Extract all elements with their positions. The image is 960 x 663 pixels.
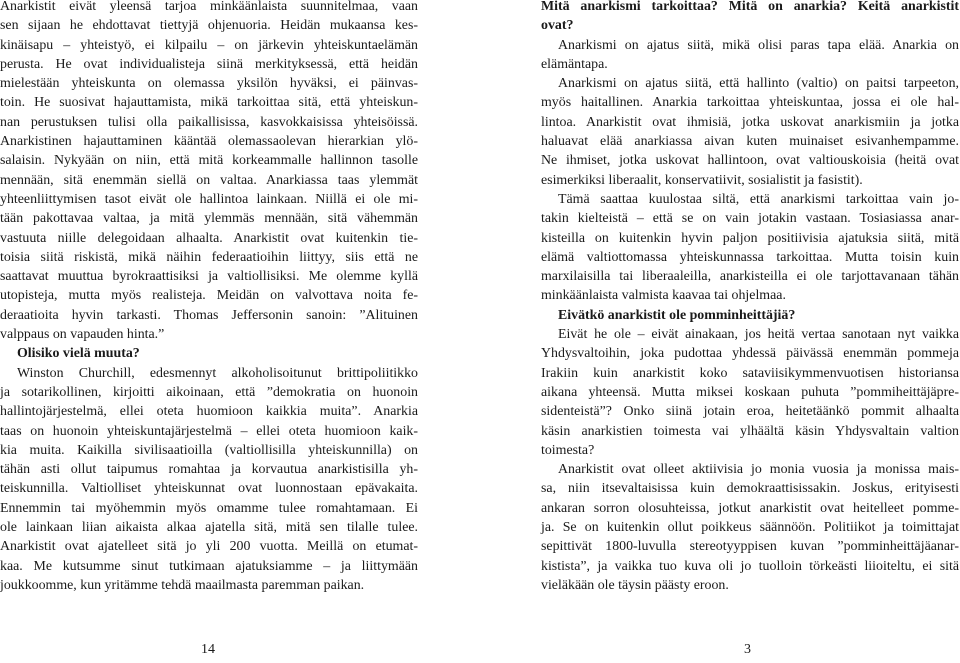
text-line: utopisteja, mutta myös realisteja. Meidän on valvottava noita fe- — [0, 288, 418, 304]
text-line: Anarkistit ovat ajatelleet sitä jo yli 200 vuotta. Meillä on etumat- — [0, 539, 418, 555]
text-line: aikana yhteensä. Mutta miksei koskaan puhuta ”pommiheittäjäpre- — [541, 384, 959, 400]
text-line: myös haitallinen. Anarkia tarkoittaa yhteiskuntaa, jossa ei ole hal- — [541, 95, 959, 111]
heading-line: ovat? — [541, 18, 574, 34]
question-heading-1 — [541, 0, 959, 36]
right-paragraph-1 — [541, 36, 959, 75]
text-line: nan perustuksen tulisi olla paikallisissa, kasvokkaisissa yhteisöissä. — [0, 114, 418, 130]
text-line: kinäisapu – yhteistyö, ei kilpailu – on järkevin yhteiskuntaelämän — [0, 37, 418, 53]
left-paragraph-2 — [0, 364, 418, 596]
text-line: sen sijaan he ehdottavat tiettyjä ohjenuoria. Heidän mukaansa kes- — [0, 18, 418, 34]
text-line: haluavat elää anarkiassa aivan kuten muinaiset esivanhempamme. — [541, 134, 959, 150]
text-line: hallintojärjestelmä, ellei oteta huomioon kaikkia muita”. Anarkia — [0, 404, 418, 420]
left-page — [0, 0, 418, 595]
right-page — [541, 0, 959, 595]
text-line: kisteilla on kuitenkin hyvin paljon positiivisia ajatuksia siitä, mitä — [541, 230, 959, 246]
text-line: Anarkistit eivät yleensä tarjoa minkäänlaista suunnitelmaa, vaan — [0, 0, 418, 14]
text-line: Ennemmin tai myöhemmin myös omamme tulee romahtamaan. Ei — [0, 500, 418, 516]
text-line: sidenteistä”? Onko siinä jotain eroa, heitetäänkö pommit alhaalta — [541, 404, 959, 420]
text-line: ja sotarikollinen, kirjoitti aikoinaan, että ”demokratia on huonoin — [0, 384, 418, 400]
text-line: sa, niin itsevaltaisissa kuin demokraattisissakin. Joskus, erityisesti — [541, 481, 959, 497]
text-line: Anarkistinen hajauttaminen kääntää olemassaolevan hierarkian ylö- — [0, 134, 418, 150]
text-line: toin. He suosivat hajauttamista, mikä tarkoittaa sitä, että yhteiskun- — [0, 95, 418, 111]
text-line: sepittivät 1800-luvulla stereotyyppisen kuvan ”pomminheittäjäanar- — [541, 539, 959, 555]
text-line: elämäntapa. — [541, 56, 608, 72]
text-line: käsin anarkistien toimesta vai ylhäältä käsin Yhdysvaltain valtion — [541, 423, 959, 439]
text-line: toimesta? — [541, 442, 595, 458]
text-line: lintoa. Anarkistit ovat ihmisiä, jotka uskovat anarkismiin ja jotka — [541, 114, 959, 130]
text-line: saattavat muuttua byrokraattisiksi ja valtiollisiksi. Me olemme kyllä — [0, 269, 418, 285]
question-heading-2: Eivätkö anarkistit ole pomminheittäjiä? — [558, 307, 796, 323]
text-line: Eivät he ole – eivät ainakaan, jos heitä vertaa sanotaan nyt vaikka — [558, 327, 959, 343]
text-line: kaa. Me kutsumme sinut tutkimaan ajatuksiamme – ja liittymään — [0, 558, 418, 574]
text-line: teiskunnilla. Valtiolliset yhteiskunnat ovat luonnostaan epävakaita. — [0, 481, 418, 497]
right-paragraph-5 — [541, 460, 959, 595]
text-line: esimerkiksi liberaalit, konservatiivit, sosialistit ja fasistit). — [541, 172, 863, 188]
text-line: marxilaisilla tai liberaaleilla, anarkisteilla ei ole tarjottavanaan tähän — [541, 269, 959, 285]
section-heading: Olisiko vielä muuta? — [17, 346, 140, 362]
page-number: 3 — [744, 642, 751, 657]
heading-line: Mitä anarkismi tarkoittaa? Mitä on anarkia? Keitä anarkistit — [541, 0, 959, 14]
left-paragraph-1 — [0, 0, 418, 344]
text-line: tähän asti ollut taipumus romahtaa ja korvautua anarkistisilla yh- — [0, 462, 418, 478]
text-line: Winston Churchill, edesmennyt alkoholisoitunut brittipoliitikko — [17, 365, 418, 381]
right-paragraph-4 — [541, 325, 959, 460]
text-line: vieläkään ole täysin päästy eroon. — [541, 577, 729, 593]
text-line: tään pakottavaa valtaa, ja mitä ylemmäs mennään, sitä vähemmän — [0, 211, 418, 227]
text-line: Anarkismi on ajatus siitä, että hallinto (valtio) on paitsi tarpeeton, — [558, 76, 959, 92]
text-line: Ne ihmiset, jotka uskovat hallintoon, ovat valtiouskoisia (heitä ovat — [541, 153, 959, 169]
text-line: kia muita. Kaikilla sivilisaatioilla (valtiollisilla yhteiskunnilla) on — [0, 442, 418, 458]
text-line: mielestään yhteiskunta on olemassa yksilön hyväksi, ei päinvas- — [0, 76, 418, 92]
text-line: ole lainkaan liian aikaista alkaa ajatella sitä, mitä sen tilalle tulee. — [0, 520, 418, 536]
text-line: yhteenliittymisen tasot eivät ole hallintoa lainkaan. Niillä ei ole mi- — [0, 191, 418, 207]
text-line: vastuuta niille delegoidaan alhaalta. Anarkistit ovat kuitenkin tie- — [0, 230, 418, 246]
right-paragraph-3 — [541, 190, 959, 306]
text-line: minkäänlaista valmista kaavaa tai ohjelmaa. — [541, 288, 786, 304]
text-line: ja. Se on kuitenkin ollut poikkeus säännöön. Politiikot ja toimittajat — [541, 520, 959, 536]
text-line: joukkoomme, kun yritämme tehdä maailmasta paremman paikan. — [0, 577, 365, 593]
text-line: salaisin. Nykyään on niin, että mitä korkeammalle hallinnon tasolle — [0, 153, 418, 169]
text-line: toisia siitä riskistä, mikä näihin federaatioihin liittyy, siis että ne — [0, 249, 418, 265]
text-line: taas on huonoin yhteiskuntajärjestelmä – ellei oteta huomioon kaik- — [0, 423, 418, 439]
text-line: kistista”, ja vaikka tuo kuva oli jo tuolloin törkeästi liioiteltu, ei sitä — [541, 558, 959, 574]
text-line: Irakiin kuin anarkistit koko sataviisikymmenvuotisen historiansa — [541, 365, 959, 381]
right-paragraph-2 — [541, 74, 959, 190]
text-line: Anarkistit ovat olleet aktiivisia jo monia vuosia ja monissa mais- — [558, 462, 959, 478]
text-line: takin kielteistä – että se on vain jotakin vastaan. Tosiasiassa anar- — [541, 211, 959, 227]
text-line: ankaran sorron olosuhteissa, jotkut anarkistit ovat heitelleet pomme- — [541, 500, 959, 516]
text-line: Yhdysvaltoihin, joka pudottaa yhdessä päivässä enemmän pommeja — [541, 346, 959, 362]
page-number: 14 — [201, 642, 215, 657]
text-line: elämä valtiottomassa yhteiskunnassa tarkoittaa. Mutta toisin kuin — [541, 249, 959, 265]
text-line: deraatioita hyvin tarkasti. Thomas Jeffersonin sanoin: ”Alituinen — [0, 307, 418, 323]
text-line: Tämä saattaa kuulostaa siltä, että anarkismi tarkoittaa vain jo- — [558, 191, 959, 207]
text-line: perusta. He ovat individualisteja siinä merkityksessä, että heidän — [0, 56, 418, 72]
text-line: mennään, sitä enemmän siellä on valtaa. Anarkiassa taas ylemmät — [0, 172, 418, 188]
text-line: Anarkismi on ajatus siitä, mikä olisi paras tapa elää. Anarkia on — [558, 37, 959, 53]
text-line: valppaus on vapauden hinta.” — [0, 327, 165, 343]
